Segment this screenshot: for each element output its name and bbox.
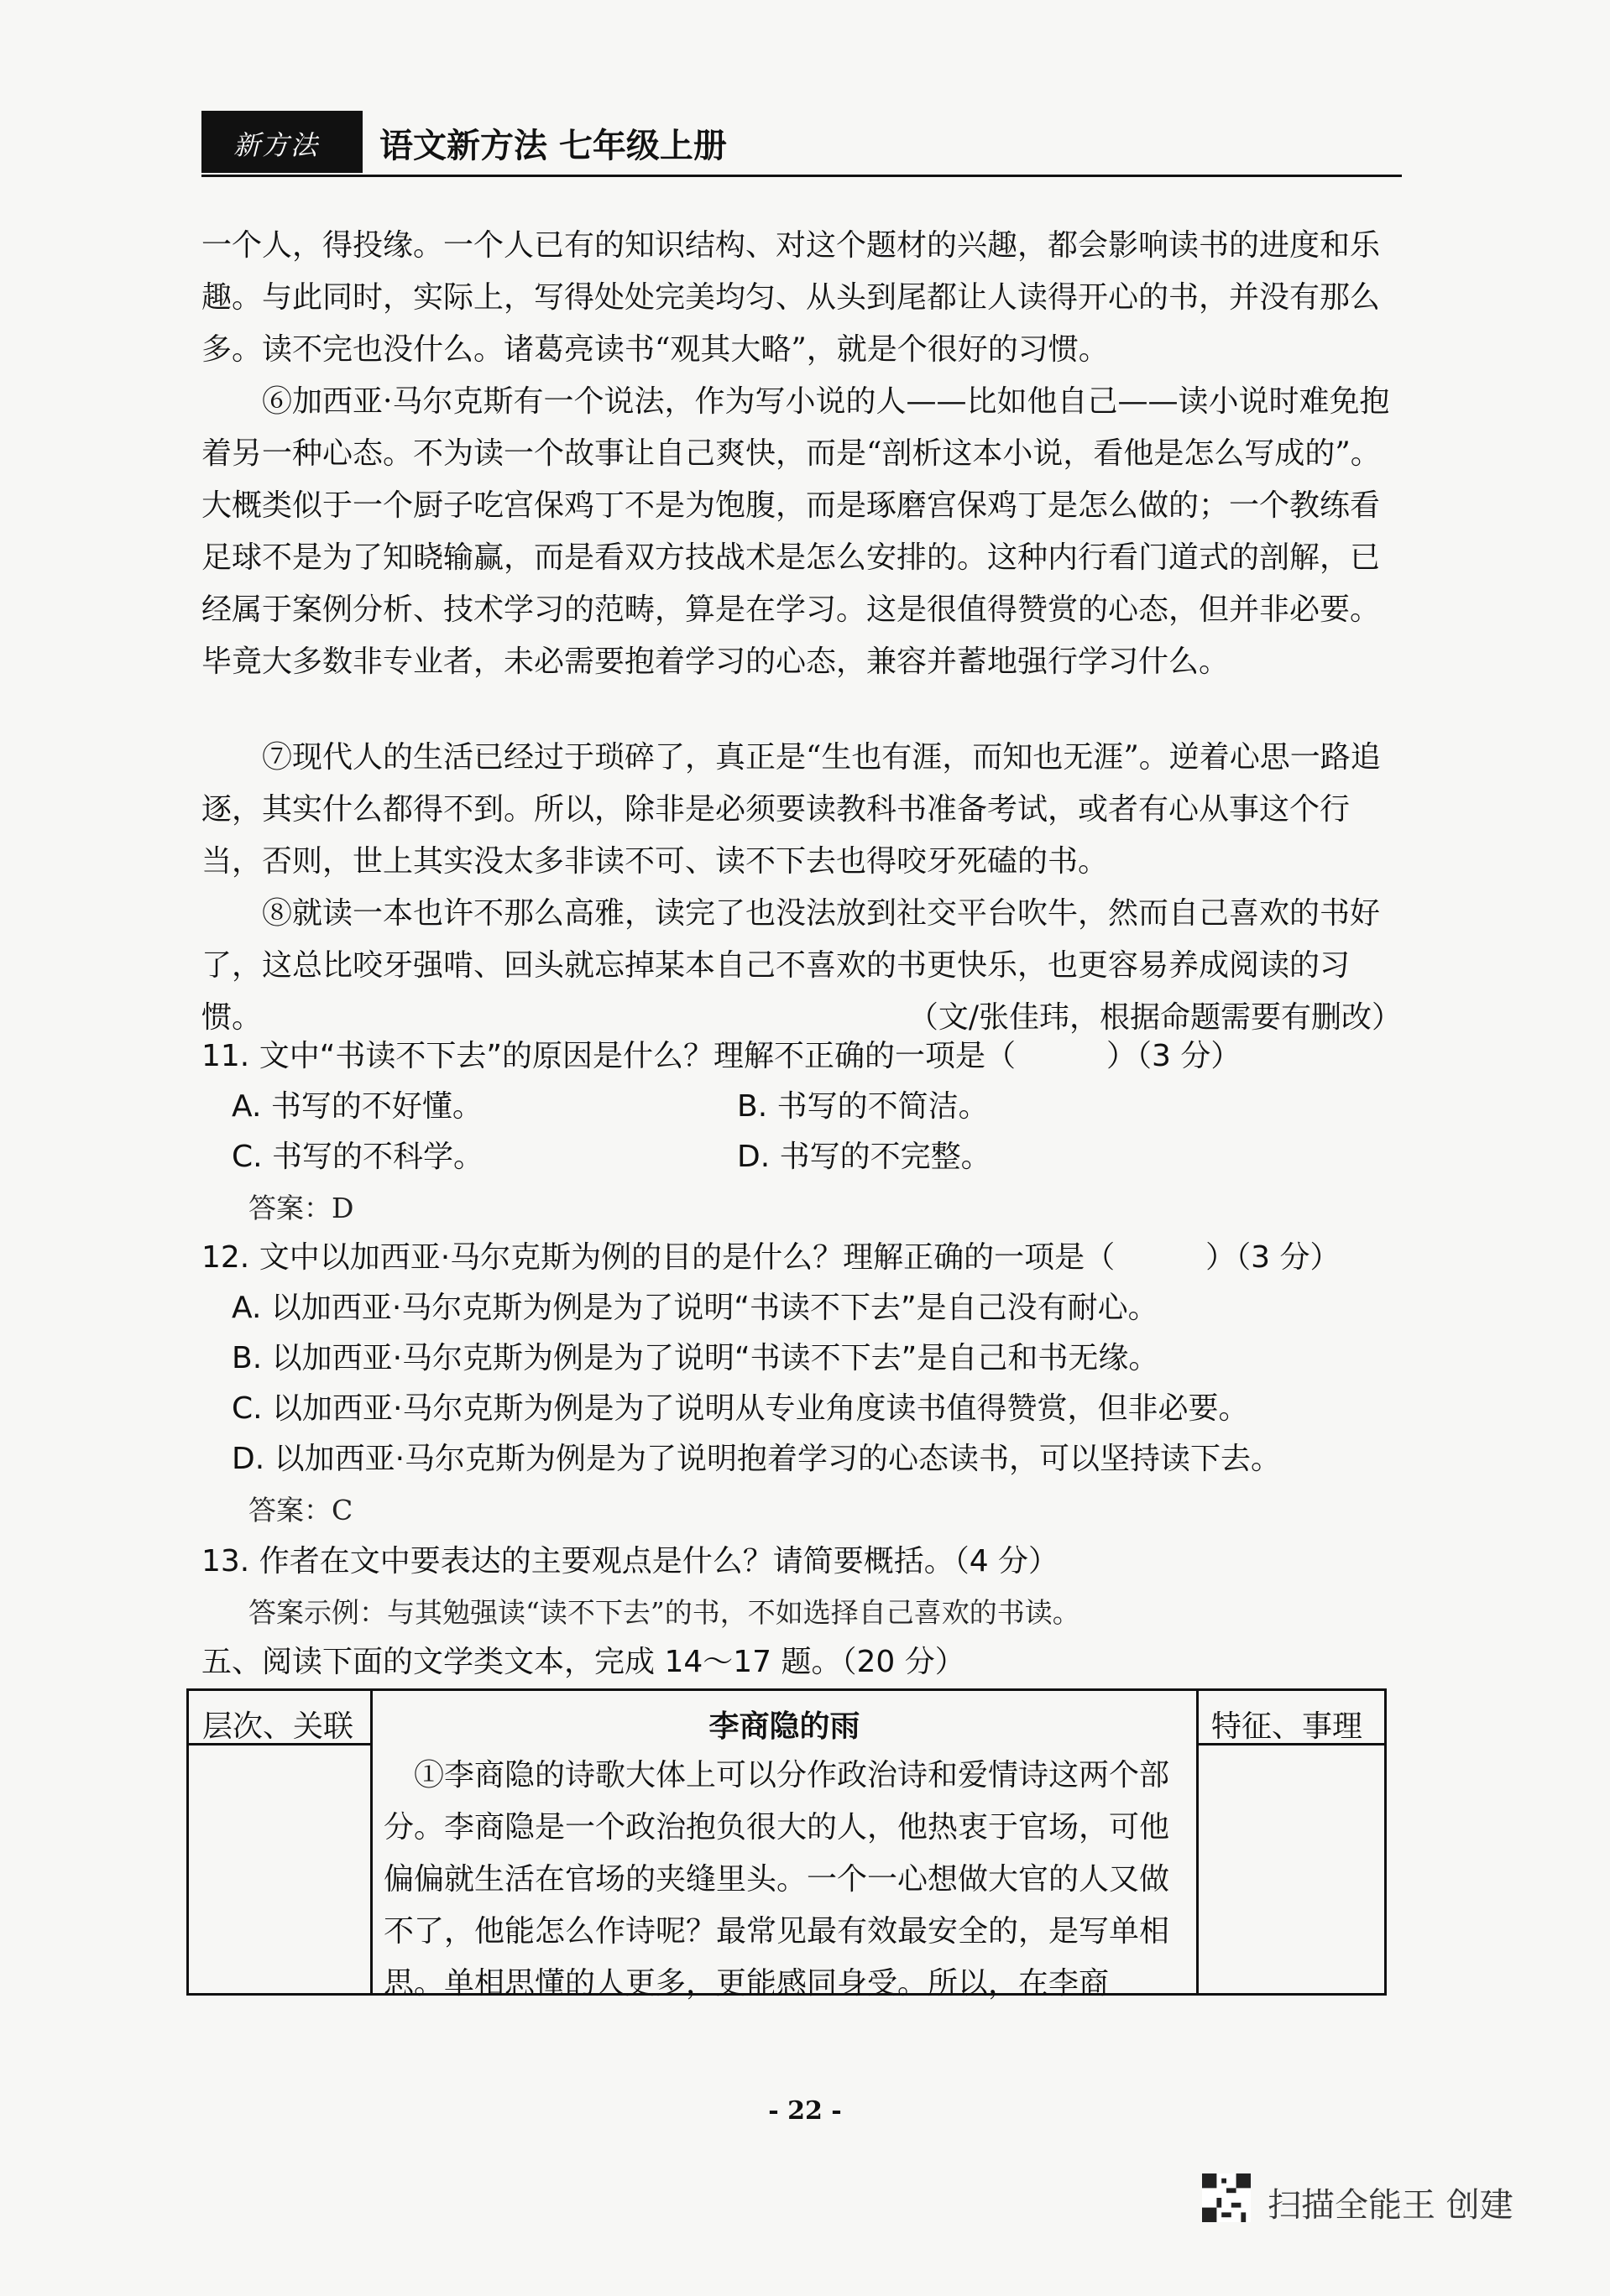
table-divider-right — [1196, 1691, 1199, 1993]
question-11: 11. 文中“书读不下去”的原因是什么？理解不正确的一项是（ ）（3 分） — [201, 1039, 1241, 1073]
article-title: 李商隐的雨 — [708, 1709, 860, 1744]
book-title: 语文新方法 七年级上册 — [379, 127, 727, 165]
q12-option-a: A. 以加西亚·马尔克斯为例是为了说明“书读不下去”是自己没有耐心。 — [232, 1291, 1158, 1325]
q11-option-b: B. 书写的不简洁。 — [737, 1089, 989, 1124]
article-paragraph-1 — [384, 1750, 1181, 2010]
question-13: 13. 作者在文中要表达的主要观点是什么？请简要概括。（4 分） — [201, 1544, 1059, 1578]
scanner-watermark — [1202, 2173, 1555, 2227]
q12-option-b: B. 以加西亚·马尔克斯为例是为了说明“书读不下去”是自己和书无缘。 — [232, 1341, 1159, 1375]
passage-paragraph-continued: 一个人，得投缘。一个人已有的知识结构、对这个题材的兴趣，都会影响读书的进度和乐趣。与此同时，实际上，写得处处完美均匀、从头到尾都让人读得开心的书，并没有那么多。读不完也没什么。诸葛亮读书“观其大略”，就是个很好的习惯。 — [201, 228, 1381, 367]
table-col-features: 特征、事理 — [1211, 1709, 1363, 1744]
q13-answer: 答案示例：与其勉强读“读不下去”的书，不如选择自己喜欢的书读。 — [248, 1596, 1080, 1629]
book-logo — [201, 111, 363, 173]
article-paragraph-1-text: ①李商隐的诗歌大体上可以分作政治诗和爱情诗这两个部分。李商隐是一个政治抱负很大的人，他热衷于官场，可他偏偏就生活在官场的夹缝里头。一个一心想做大官的人又做不了，他能怎么作诗呢？最常见最有效最安全的，是写单相思。单相思懂的人更多，更能感同身受。所以，在李商 — [384, 1758, 1170, 2001]
passage-paragraph-6 — [201, 376, 1402, 688]
logo-text: 新方法 — [233, 129, 320, 161]
passage-source: （文/张佳玮，根据命题需要有删改） — [907, 1000, 1402, 1035]
q11-option-a: A. 书写的不好懂。 — [232, 1089, 483, 1124]
q12-answer: 答案：C — [248, 1494, 353, 1526]
passage-paragraph-7 — [201, 732, 1402, 888]
q11-option-c: C. 书写的不科学。 — [232, 1140, 484, 1174]
header-divider — [201, 175, 1402, 177]
table-col-structure: 层次、关联 — [202, 1709, 354, 1744]
qr-code-icon — [1202, 2173, 1251, 2222]
reading-table — [186, 1688, 1387, 2001]
q12-option-d: D. 以加西亚·马尔克斯为例是为了说明抱着学习的心态读书，可以坚持读下去。 — [232, 1442, 1282, 1476]
page-number: - 22 - — [768, 2096, 842, 2126]
section-5-heading: 五、阅读下面的文学类文本，完成 14～17 题。（20 分） — [201, 1645, 965, 1679]
passage-paragraph-8 — [201, 888, 1402, 1044]
paragraph-6-text: ⑥加西亚·马尔克斯有一个说法，作为写小说的人——比如他自己——读小说时难免抱着另一种心态。不为读一个故事让自己爽快，而是“剖析这本小说，看他是怎么写成的”。大概类似于一个厨子吃宫保鸡丁不是为饱腹，而是琢磨宫保鸡丁是怎么做的；一个教练看足球不是为了知晓输赢，而是看双方技战术是怎么安排的。这种内行看门道式的剖解，已经属于案例分析、技术学习的范畴，算是在学习。这是很值得赞赏的心态，但并非必要。毕竟大多数非专业者，未必需要抱着学习的心态，兼容并蓄地强行学习什么。 — [201, 384, 1390, 679]
paragraph-7-text: ⑦现代人的生活已经过于琐碎了，真正是“生也有涯，而知也无涯”。逆着心思一路追逐，其实什么都得不到。所以，除非是必须要读教科书准备考试，或者有心从事这个行当，否则，世上其实没太多非读不可、读不下去也得咬牙死磕的书。 — [201, 740, 1381, 879]
paragraph-8-text: ⑧就读一本也许不那么高雅，读完了也没法放到社交平台吹牛，然而自己喜欢的书好了，这总比咬牙强啃、回头就忘掉某本自己不喜欢的书更快乐，也更容易养成阅读的习惯。 — [201, 896, 1381, 1035]
question-12: 12. 文中以加西亚·马尔克斯为例的目的是什么？理解正确的一项是（ ）（3 分） — [201, 1240, 1341, 1275]
page-header — [201, 111, 1402, 175]
watermark-text: 扫描全能王 创建 — [1268, 2186, 1513, 2225]
q12-option-c: C. 以加西亚·马尔克斯为例是为了说明从专业角度读书值得赞赏，但非必要。 — [232, 1391, 1249, 1426]
q11-option-d: D. 书写的不完整。 — [737, 1140, 991, 1174]
q11-answer: 答案：D — [248, 1192, 354, 1224]
